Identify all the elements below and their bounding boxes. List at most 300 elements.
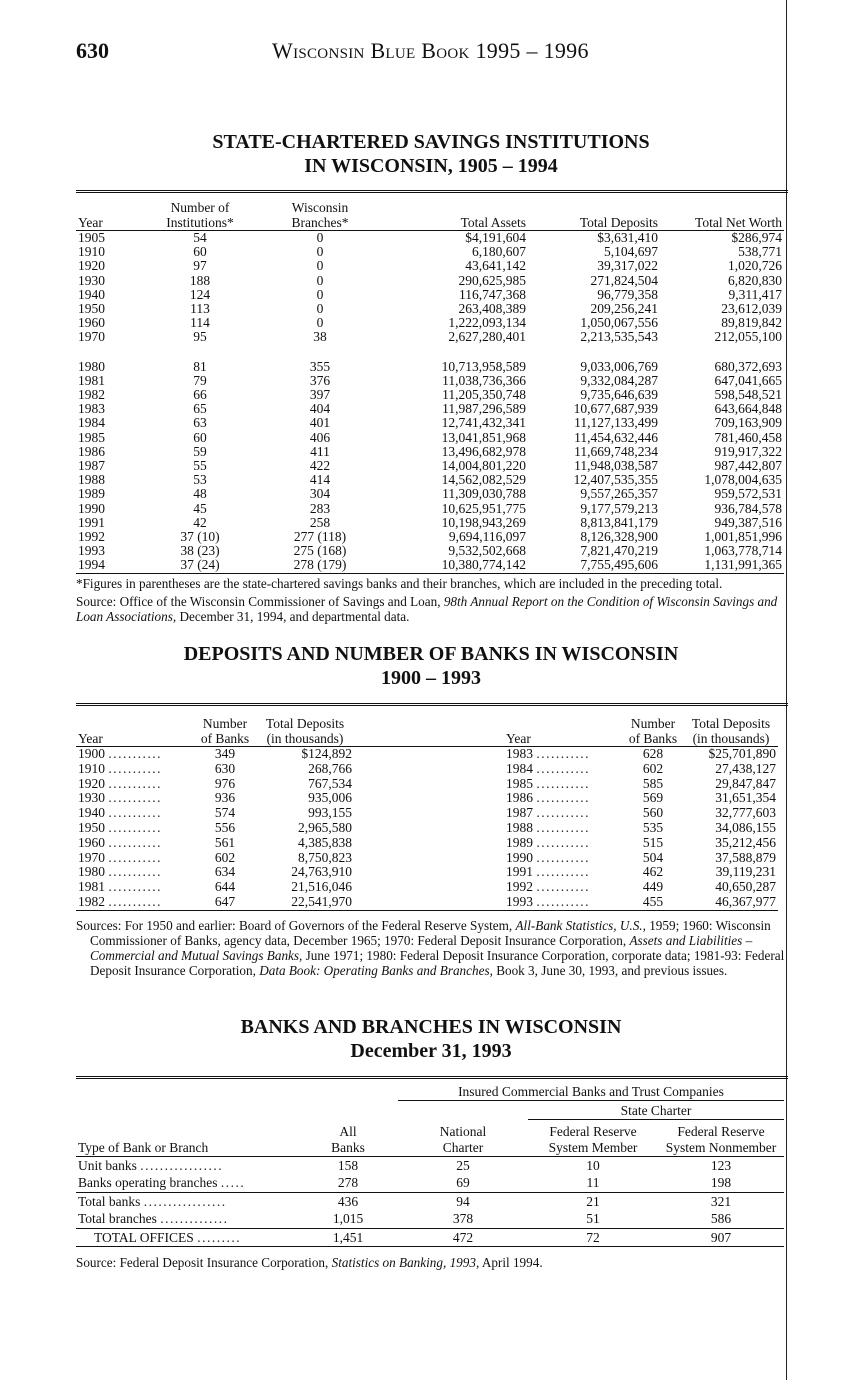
table-cell: 275 (168) <box>293 543 347 559</box>
deposits-cell: 37,588,879 <box>715 849 776 865</box>
page-number: 630 <box>76 38 109 63</box>
deposits-cell: 31,651,354 <box>715 790 776 806</box>
col-deposits-left <box>256 710 354 747</box>
table-row <box>76 516 784 530</box>
table-cell: 9,735,646,639 <box>580 387 658 403</box>
table-cell: 1920 <box>78 258 105 274</box>
leader-dots: ................. <box>143 1193 227 1209</box>
value-cell: 321 <box>710 1193 732 1209</box>
value-cell: 378 <box>398 1210 528 1228</box>
table-cell: 1,078,004,635 <box>704 472 782 488</box>
value-cell: 278 <box>298 1174 398 1192</box>
banks-cell: 535 <box>642 819 664 835</box>
leader-dots: ........... <box>536 746 590 761</box>
spacer-cell <box>354 762 504 777</box>
table-cell: 10,713,958,589 <box>441 358 526 374</box>
table-cell: 2,213,535,543 <box>580 329 658 345</box>
table-cell: 277 (118) <box>293 529 347 545</box>
year-cell-right <box>504 865 622 880</box>
deposits-sources-p2: 1959; 1960: Wisconsin Commissioner of Banks, agency data, December 1965; 1970: Federal Deposit Insurance Corporation, <box>90 918 771 948</box>
table-cell: 10,677,687,939 <box>573 401 658 417</box>
banks-cell: 449 <box>642 879 664 895</box>
year-cell-right <box>504 821 622 836</box>
value-cell: 94 <box>456 1193 470 1209</box>
table-cell: 55 <box>193 458 207 474</box>
col-branches-l1: Wisconsin <box>291 200 349 215</box>
table-cell: 54 <box>193 230 207 245</box>
table-cell: 6,180,607 <box>472 244 526 260</box>
col-group-insured: Insured Commercial Banks and Trust Companies <box>398 1082 784 1101</box>
table-cell: 0 <box>316 230 324 245</box>
col-frn-l2: System Nonmember <box>665 1139 777 1155</box>
col-frn-l1: Federal Reserve <box>677 1123 765 1139</box>
banks-cell: 602 <box>214 849 236 865</box>
type-cell <box>76 1156 298 1174</box>
year-value: 1983 <box>506 746 533 761</box>
deposits-title <box>76 642 786 690</box>
table-row <box>76 836 778 851</box>
deposits-cell: 4,385,838 <box>298 834 352 850</box>
leader-dots: ........... <box>108 790 162 806</box>
table-cell: 1982 <box>78 387 105 403</box>
table-cell: 404 <box>309 401 331 417</box>
savings-title <box>76 130 786 178</box>
year-value: 1991 <box>506 864 533 880</box>
type-cell <box>76 1228 298 1247</box>
year-cell-left <box>76 836 194 851</box>
table-row <box>76 445 784 459</box>
col-all-banks <box>298 1120 398 1157</box>
col-banks-left-l1: Number <box>202 716 248 731</box>
table-row <box>76 791 778 806</box>
spacer-cell <box>354 806 504 821</box>
table-cell: 7,821,470,219 <box>580 543 658 559</box>
spacer-cell <box>354 836 504 851</box>
savings-source-title: 98th Annual Report on the Condition of Wisconsin Savings and Loan Associations, <box>76 594 778 624</box>
table-cell: 38 (23) <box>180 543 220 559</box>
savings-source-date: December 31, 1994, and departmental data. <box>176 609 410 624</box>
leader-dots: .............. <box>160 1211 229 1226</box>
table-cell: 65 <box>193 401 207 417</box>
table-cell: 271,824,504 <box>590 272 658 288</box>
table-cell: 376 <box>309 372 331 388</box>
table-cell: 12,741,432,341 <box>441 415 526 431</box>
banks-cell: 560 <box>642 805 664 821</box>
table-cell: 39,317,022 <box>597 258 658 274</box>
table-row <box>76 416 784 430</box>
table-cell: 1,020,726 <box>728 258 782 274</box>
table-cell: 1,063,778,714 <box>704 543 782 559</box>
table-cell: 43,641,142 <box>465 258 526 274</box>
col-nat-l2: Charter <box>442 1139 484 1155</box>
deposits-cell: $25,701,890 <box>708 746 776 761</box>
leader-dots: ........... <box>108 879 162 895</box>
spacer-cell <box>354 865 504 880</box>
year-value: 1984 <box>506 760 533 776</box>
table-cell: 414 <box>309 472 331 488</box>
page-header <box>76 34 776 66</box>
deposits-sources-p1: Sources: For 1950 and earlier: Board of Governors of the Federal Reserve System, <box>76 918 516 933</box>
table-row <box>76 747 778 762</box>
deposits-cell: 8,750,823 <box>298 849 352 865</box>
year-value: 1988 <box>506 819 533 835</box>
banks-cell: 647 <box>214 893 236 909</box>
table-cell: 7,755,495,606 <box>580 557 658 573</box>
savings-table <box>76 196 784 574</box>
table-cell: 1910 <box>78 244 105 260</box>
leader-dots: ........... <box>108 819 162 835</box>
branches-source-title: Statistics on Banking, 1993, <box>331 1255 480 1270</box>
deposits-cell: 35,212,456 <box>715 834 776 850</box>
col-type: Type of Bank or Branch <box>78 1139 209 1155</box>
leader-dots: ........... <box>536 834 590 850</box>
deposits-sources-p4: Book 3, June 30, 1993, and previous issues. <box>492 963 728 978</box>
col-all-l1: All <box>339 1123 357 1139</box>
deposits-sources-p3: June 1971; 1980: Federal Deposit Insurance Corporation, corporate data; 1981-93: Federal Deposit Insurance Corporation, <box>90 948 785 978</box>
leader-dots: ........... <box>536 864 590 880</box>
year-cell-left <box>76 895 194 910</box>
year-cell-left <box>76 762 194 777</box>
year-value: 1986 <box>506 790 533 806</box>
year-value: 1989 <box>506 834 533 850</box>
table-cell: 11,454,632,446 <box>574 429 658 445</box>
table-cell: 1970 <box>78 329 105 345</box>
table-cell: 10,198,943,269 <box>441 514 526 530</box>
table-cell: 2,627,280,401 <box>448 329 526 345</box>
table-cell: 1985 <box>78 429 105 445</box>
branches-table <box>76 1082 784 1247</box>
table-cell: 13,041,851,968 <box>441 429 526 445</box>
deposits-sources <box>76 918 792 978</box>
col-year-left: Year <box>78 731 103 746</box>
table-cell: $4,191,604 <box>465 230 526 245</box>
col-banks-left <box>194 710 256 747</box>
year-value: 1970 <box>78 849 105 865</box>
table-row <box>76 487 784 501</box>
table-cell: 66 <box>193 387 207 403</box>
col-deposits-right-l1: Total Deposits <box>691 716 771 731</box>
leader-dots: ........... <box>108 746 162 761</box>
table-cell: 1991 <box>78 514 105 530</box>
table-row <box>76 1192 784 1210</box>
leader-dots: ..... <box>220 1175 246 1190</box>
table-cell: 290,625,985 <box>458 272 526 288</box>
table-cell: 1988 <box>78 472 105 488</box>
table-row <box>76 777 778 792</box>
col-deposits-right <box>684 710 778 747</box>
table-gap-row <box>76 345 784 360</box>
year-cell-right <box>504 836 622 851</box>
savings-header-row <box>76 196 784 231</box>
year-cell-right <box>504 880 622 895</box>
savings-title-line2: IN WISCONSIN, 1905 – 1994 <box>304 155 558 177</box>
table-cell: 1989 <box>78 486 105 502</box>
running-title <box>272 38 589 64</box>
table-cell: 304 <box>309 486 331 502</box>
leader-dots: ........... <box>108 805 162 821</box>
leader-dots: ........... <box>536 893 590 909</box>
table-cell: 37 (10) <box>180 529 220 545</box>
table-cell: 9,557,265,357 <box>580 486 658 502</box>
year-value: 1992 <box>506 879 533 895</box>
banks-cell: 349 <box>214 746 236 761</box>
leader-dots: ........... <box>108 760 162 776</box>
table-cell: $3,631,410 <box>597 230 658 245</box>
table-cell: 48 <box>193 486 207 502</box>
table-row <box>76 502 784 516</box>
table-cell: 0 <box>316 244 324 260</box>
table-row <box>76 316 784 330</box>
table-cell: 12,407,535,355 <box>573 472 658 488</box>
savings-footnote: *Figures in parentheses are the state-chartered savings banks and their branches, which are included in the preceding total. <box>76 576 723 591</box>
year-value: 1900 <box>78 746 105 761</box>
deposits-top-rule <box>76 703 788 706</box>
spacer-cell <box>354 880 504 895</box>
branches-source-text: Source: Federal Deposit Insurance Corporation, <box>76 1255 332 1270</box>
year-cell-left <box>76 791 194 806</box>
value-cell: 123 <box>710 1157 732 1173</box>
value-cell: 586 <box>658 1210 784 1228</box>
type-label: Total branches <box>78 1211 157 1226</box>
table-cell: 1,131,991,365 <box>704 557 782 573</box>
col-year-right: Year <box>506 731 531 746</box>
table-row <box>76 459 784 473</box>
table-cell: 14,004,801,220 <box>441 458 526 474</box>
branches-title-line2: December 31, 1993 <box>350 1040 512 1062</box>
table-cell: 9,532,502,668 <box>448 543 526 559</box>
value-cell: 11 <box>528 1174 658 1192</box>
table-cell: 9,033,006,769 <box>580 358 658 374</box>
leader-dots: ........... <box>536 775 590 791</box>
table-cell: 23,612,039 <box>721 301 782 317</box>
col-banks-left-l2: of Banks <box>200 731 250 746</box>
year-value: 1960 <box>78 834 105 850</box>
year-cell-left <box>76 880 194 895</box>
year-cell-right <box>504 777 622 792</box>
table-row <box>76 431 784 445</box>
table-row <box>76 1156 784 1174</box>
table-row <box>76 274 784 288</box>
year-cell-right <box>504 747 622 762</box>
table-cell: 680,372,693 <box>714 358 782 374</box>
table-row <box>76 473 784 487</box>
year-cell-left <box>76 747 194 762</box>
table-cell: 1994 <box>78 557 105 573</box>
col-frm-l1: Federal Reserve <box>549 1123 637 1139</box>
col-banks-right-l2: of Banks <box>628 731 678 746</box>
table-cell: 10,625,951,775 <box>441 500 526 516</box>
table-cell: 258 <box>309 514 331 530</box>
spacer-cell <box>354 791 504 806</box>
col-deposits-right-l2: (in thousands) <box>692 731 770 746</box>
deposits-title-line1: DEPOSITS AND NUMBER OF BANKS IN WISCONSIN <box>183 643 679 665</box>
value-cell: 1,015 <box>298 1210 398 1228</box>
banks-cell: 574 <box>214 805 236 821</box>
table-cell: 1940 <box>78 286 105 302</box>
table-row <box>76 1174 784 1192</box>
table-cell: 422 <box>309 458 331 474</box>
deposits-cell: 21,516,046 <box>291 879 352 895</box>
table-cell: 781,460,458 <box>714 429 782 445</box>
table-cell: 11,127,133,499 <box>574 415 658 431</box>
type-label: Total banks <box>78 1193 141 1209</box>
leader-dots: ........... <box>108 864 162 880</box>
banks-cell: 455 <box>642 893 664 909</box>
leader-dots: ........... <box>536 805 590 821</box>
table-cell: 959,572,531 <box>714 486 782 502</box>
table-cell: 406 <box>309 429 331 445</box>
table-cell: 8,126,328,900 <box>580 529 658 545</box>
spacer-cell <box>354 821 504 836</box>
deposits-cell: 268,766 <box>308 760 352 776</box>
col-banks-right-l1: Number <box>630 716 676 731</box>
deposits-cell: 29,847,847 <box>715 775 776 791</box>
col-institutions-l2: Institutions* <box>166 215 234 230</box>
table-cell: 11,987,296,589 <box>442 401 526 417</box>
year-value: 1910 <box>78 760 105 776</box>
table-cell: 209,256,241 <box>590 301 658 317</box>
deposits-title-line2: 1900 – 1993 <box>381 667 481 689</box>
table-cell: 401 <box>309 415 331 431</box>
table-cell: 1986 <box>78 443 105 459</box>
table-cell: 60 <box>193 244 207 260</box>
year-value: 1993 <box>506 893 533 909</box>
value-cell: 21 <box>586 1193 600 1209</box>
table-cell: 1,222,093,134 <box>448 315 526 331</box>
col-branches <box>260 196 380 231</box>
col-fr-nonmember <box>658 1120 784 1157</box>
table-cell: 114 <box>190 315 210 331</box>
table-cell: 9,694,116,097 <box>448 529 526 545</box>
col-group-state-charter: State Charter <box>528 1101 784 1120</box>
year-cell-right <box>504 851 622 866</box>
table-cell: 283 <box>309 500 331 516</box>
table-cell: 1960 <box>78 315 105 331</box>
branches-source <box>76 1255 792 1270</box>
year-value: 1982 <box>78 893 105 909</box>
table-cell: 45 <box>193 500 207 516</box>
table-row <box>76 880 778 895</box>
year-value: 1920 <box>78 775 105 791</box>
year-value: 1930 <box>78 790 105 806</box>
table-cell: 188 <box>189 272 211 288</box>
savings-source-text: Source: Office of the Wisconsin Commissioner of Savings and Loan, <box>76 594 444 609</box>
spacer-cell <box>354 747 504 762</box>
table-row <box>76 388 784 402</box>
table-cell: 949,387,516 <box>714 514 782 530</box>
branches-source-date: April 1994. <box>479 1255 543 1270</box>
table-cell: 1984 <box>78 415 105 431</box>
year-cell-right <box>504 791 622 806</box>
table-cell: 919,917,322 <box>714 443 782 459</box>
table-cell: 9,311,417 <box>728 286 782 302</box>
table-cell: 598,548,521 <box>714 387 782 403</box>
table-cell: 1992 <box>78 529 105 545</box>
table-cell: 113 <box>190 301 210 317</box>
year-cell-right <box>504 895 622 910</box>
deposits-sources-i1: All-Bank Statistics, U.S., <box>515 918 646 933</box>
deposits-table <box>76 710 778 911</box>
page-edge-line <box>786 0 787 1380</box>
table-cell: 60 <box>193 429 207 445</box>
table-row <box>76 302 784 316</box>
value-cell: 1,451 <box>332 1229 364 1245</box>
deposits-cell: 22,541,970 <box>291 893 352 909</box>
year-cell-left <box>76 865 194 880</box>
table-cell: 709,163,909 <box>714 415 782 431</box>
branches-top-rule <box>76 1076 788 1079</box>
value-cell: 472 <box>452 1229 474 1245</box>
col-institutions <box>140 196 260 231</box>
col-deposits-left-l1: Total Deposits <box>265 716 345 731</box>
value-cell: 436 <box>337 1193 359 1209</box>
running-title-book: Wisconsin Blue Book <box>272 38 470 63</box>
table-cell: 1930 <box>78 272 105 288</box>
deposits-cell: 935,006 <box>308 790 352 806</box>
year-value: 1980 <box>78 864 105 880</box>
table-cell: $286,974 <box>731 230 782 245</box>
banks-cell: 462 <box>642 864 664 880</box>
table-cell: 11,948,038,587 <box>574 458 658 474</box>
type-label: Banks operating branches <box>78 1175 218 1190</box>
col-branches-l2: Branches* <box>291 215 349 230</box>
table-cell: 1987 <box>78 458 105 474</box>
table-cell: 63 <box>193 415 207 431</box>
table-row <box>76 1210 784 1228</box>
banks-cell: 515 <box>642 834 664 850</box>
value-cell: 198 <box>658 1174 784 1192</box>
table-cell: 1993 <box>78 543 105 559</box>
year-cell-right <box>504 806 622 821</box>
branches-title <box>76 1015 786 1063</box>
table-row <box>76 530 784 544</box>
banks-cell: 556 <box>214 819 236 835</box>
banks-cell: 634 <box>214 864 236 880</box>
table-cell: 643,664,848 <box>714 401 782 417</box>
table-cell: 11,038,736,366 <box>442 372 526 388</box>
table-cell: 79 <box>193 372 207 388</box>
table-cell: 5,104,697 <box>604 244 658 260</box>
table-row <box>76 374 784 388</box>
year-value: 1985 <box>506 775 533 791</box>
deposits-sources-i2: Assets and Liabilities – Commercial and Mutual Savings Banks, <box>90 933 753 963</box>
type-cell <box>76 1210 298 1228</box>
table-cell: 124 <box>189 286 211 302</box>
running-title-years: 1995 – 1996 <box>475 38 589 63</box>
year-value: 1940 <box>78 805 105 821</box>
table-cell: 42 <box>193 514 207 530</box>
table-cell: 1,001,851,996 <box>704 529 782 545</box>
deposits-cell: 46,367,977 <box>715 893 776 909</box>
deposits-cell: 27,438,127 <box>715 760 776 776</box>
table-cell: 278 (179) <box>293 557 347 573</box>
table-row <box>76 360 784 374</box>
table-cell: 11,205,350,748 <box>442 387 526 403</box>
table-cell: 538,771 <box>738 244 782 260</box>
col-deposits: Total Deposits <box>579 215 658 230</box>
table-cell: 116,747,368 <box>459 286 526 302</box>
leader-dots: ......... <box>197 1229 242 1245</box>
value-cell: 158 <box>337 1157 359 1173</box>
table-row <box>76 558 784 573</box>
banks-cell: 644 <box>214 879 236 895</box>
banks-cell: 602 <box>642 760 664 776</box>
deposits-cell: 2,965,580 <box>298 819 352 835</box>
col-spacer <box>354 710 504 747</box>
table-cell: 59 <box>193 443 207 459</box>
year-cell-left <box>76 821 194 836</box>
year-cell-left <box>76 777 194 792</box>
